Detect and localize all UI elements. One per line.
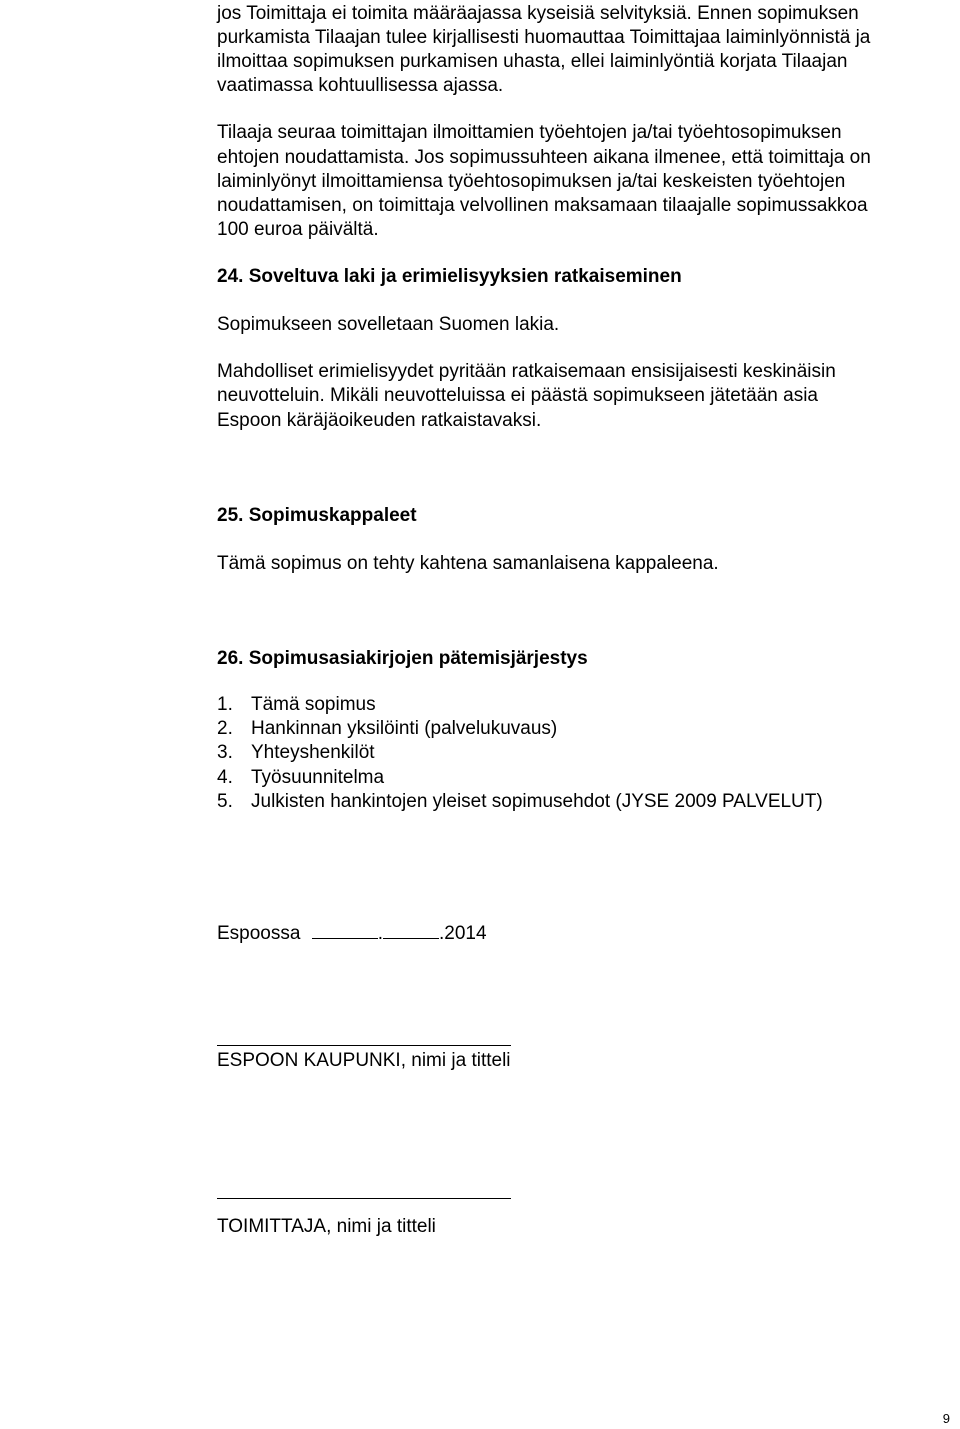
paragraph-line: laiminlyönyt ilmoittamiensa työehtosopimuksen ja/tai keskeisten työehtojen (217, 171, 846, 192)
intro-line: purkamista Tilaajan tulee kirjallisesti huomauttaa Toimittajaa laiminlyönnistä ja (217, 27, 871, 48)
list-number: 3. (217, 742, 233, 763)
list-text: Tämä sopimus (251, 694, 376, 715)
section-heading-25: 25. Sopimuskappaleet (217, 505, 417, 526)
list-item (217, 766, 384, 790)
applicable-law-text: Sopimukseen sovelletaan Suomen lakia. (217, 314, 560, 335)
list-text: Työsuunnitelma (251, 767, 385, 788)
list-number: 5. (217, 791, 233, 812)
paragraph-line: neuvotteluin. Mikäli neuvotteluissa ei päästä sopimukseen jätetään asia (217, 385, 818, 406)
signing-place-date (217, 920, 487, 946)
intro-line: ilmoittaa sopimuksen purkamisen uhasta, ellei laiminlyöntiä korjata Tilaajan (217, 51, 848, 72)
signature-line (217, 1045, 511, 1046)
paragraph-line: 100 euroa päivältä. (217, 219, 379, 240)
list-number: 4. (217, 767, 233, 788)
page-number: 9 (942, 1411, 950, 1426)
list-item (217, 693, 376, 717)
list-text: Yhteyshenkilöt (251, 742, 375, 763)
signer-supplier-label: TOIMITTAJA, nimi ja titteli (217, 1216, 436, 1237)
paragraph-line: Tilaaja seuraa toimittajan ilmoittamien työehtojen ja/tai työehtosopimuksen (217, 122, 842, 143)
signing-place: Espoossa (217, 923, 301, 944)
section-heading-26: 26. Sopimusasiakirjojen pätemisjärjestys (217, 648, 588, 669)
paragraph-line: noudattamisen, on toimittaja velvollinen maksamaan tilaajalle sopimussakkoa (217, 195, 868, 216)
list-item (217, 790, 823, 814)
date-separator: . (377, 923, 384, 944)
list-text: Hankinnan yksilöinti (palvelukuvaus) (251, 718, 558, 739)
list-number: 1. (217, 694, 233, 715)
intro-line: jos Toimittaja ei toimita määräajassa kyseisiä selvityksiä. Ennen sopimuksen (217, 3, 859, 24)
paragraph-line: Mahdolliset erimielisyydet pyritään ratkaisemaan ensisijaisesti keskinäisin (217, 361, 836, 382)
section-heading-24: 24. Soveltuva laki ja erimielisyyksien ratkaiseminen (217, 266, 682, 287)
month-blank (383, 920, 439, 939)
signing-year: .2014 (439, 923, 487, 944)
paragraph-line: ehtojen noudattamista. Jos sopimussuhteen aikana ilmenee, että toimittaja on (217, 147, 871, 168)
paragraph-line: Espoon käräjäoikeuden ratkaistavaksi. (217, 410, 542, 431)
list-item (217, 741, 375, 765)
day-blank (312, 920, 378, 939)
intro-line: vaatimassa kohtuullisessa ajassa. (217, 75, 504, 96)
list-number: 2. (217, 718, 233, 739)
list-text: Julkisten hankintojen yleiset sopimusehdot (JYSE 2009 PALVELUT) (251, 791, 823, 812)
signer-city-label: ESPOON KAUPUNKI, nimi ja titteli (217, 1050, 511, 1071)
list-item (217, 717, 557, 741)
signature-line (217, 1198, 511, 1199)
copies-text: Tämä sopimus on tehty kahtena samanlaisena kappaleena. (217, 553, 719, 574)
